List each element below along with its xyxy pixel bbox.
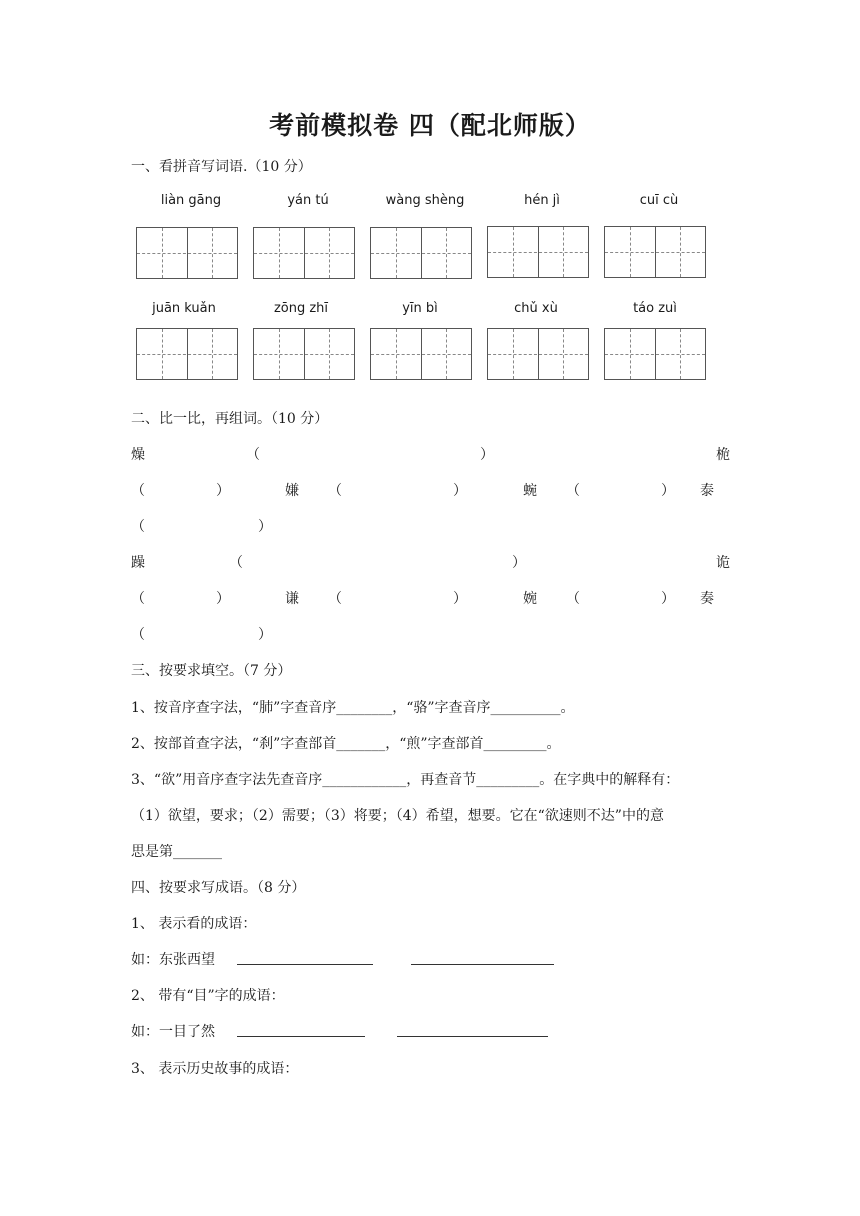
example-line: 如：一目了然: [131, 1024, 215, 1040]
close-paren: ）: [453, 483, 467, 499]
compare-char: 燥: [131, 447, 145, 463]
answer-line[interactable]: [237, 964, 373, 965]
writing-grid[interactable]: [487, 328, 589, 380]
question-line: 1、按音序查字法，“肺”字查音序________，“骆”字查音序__________。: [131, 700, 575, 716]
compare-char: 泰: [700, 483, 714, 499]
open-paren: （: [131, 519, 145, 535]
close-paren: ）: [216, 483, 230, 499]
open-paren: （: [131, 627, 145, 643]
example-line: 如：东张西望: [131, 952, 215, 968]
question-line: 思是第_______: [131, 844, 222, 860]
pinyin-label: yīn bì: [402, 301, 438, 316]
close-paren: ）: [512, 555, 526, 571]
compare-char: 蜿: [523, 483, 537, 499]
pinyin-label: juān kuǎn: [152, 301, 216, 316]
open-paren: （: [328, 483, 342, 499]
writing-grid[interactable]: [253, 328, 355, 380]
writing-grid[interactable]: [253, 227, 355, 279]
question-line: 2、按部首查字法，“刹”字查部首_______，“煎”字查部首_________。: [131, 736, 561, 752]
question-line: 1、 表示看的成语：: [131, 916, 257, 932]
open-paren: （: [131, 591, 145, 607]
section-4-heading: 四、按要求写成语。（8 分）: [131, 880, 306, 896]
answer-line[interactable]: [237, 1036, 365, 1037]
open-paren: （: [566, 591, 580, 607]
page-title: 考前模拟卷 四（配北师版）: [269, 111, 591, 140]
pinyin-label: chǔ xù: [514, 301, 558, 316]
writing-grid[interactable]: [487, 226, 589, 278]
question-line: 2、 带有“目”字的成语：: [131, 988, 285, 1004]
pinyin-label: wàng shèng: [385, 193, 465, 208]
pinyin-label: yán tú: [287, 193, 329, 208]
pinyin-label: táo zuì: [633, 301, 677, 316]
writing-grid[interactable]: [604, 226, 706, 278]
close-paren: ）: [480, 447, 494, 463]
compare-char: 诡: [716, 555, 730, 571]
writing-grid[interactable]: [370, 328, 472, 380]
writing-grid[interactable]: [136, 328, 238, 380]
section-1-heading: 一、看拼音写词语.（10 分）: [131, 159, 312, 175]
compare-char: 奏: [700, 591, 714, 607]
section-2-heading: 二、比一比，再组词。（10 分）: [131, 411, 329, 427]
compare-char: 躁: [131, 555, 145, 571]
open-paren: （: [566, 483, 580, 499]
writing-grid[interactable]: [136, 227, 238, 279]
question-line: （1）欲望，要求；（2）需要；（3）将要；（4）希望，想要。它在“欲速则不达”中的意: [131, 808, 664, 824]
close-paren: ）: [258, 519, 272, 535]
compare-char: 嫌: [285, 483, 299, 499]
writing-grid[interactable]: [604, 328, 706, 380]
close-paren: ）: [661, 591, 675, 607]
open-paren: （: [328, 591, 342, 607]
close-paren: ）: [453, 591, 467, 607]
open-paren: （: [246, 447, 260, 463]
compare-char: 谦: [285, 591, 299, 607]
open-paren: （: [229, 555, 243, 571]
section-3-heading: 三、按要求填空。（7 分）: [131, 663, 292, 679]
question-line: 3、 表示历史故事的成语：: [131, 1061, 299, 1077]
answer-line[interactable]: [397, 1036, 548, 1037]
compare-char: 婉: [523, 591, 537, 607]
pinyin-label: zōng zhī: [273, 301, 329, 316]
pinyin-label: hén jì: [524, 193, 560, 208]
close-paren: ）: [216, 591, 230, 607]
compare-char: 桅: [716, 447, 730, 463]
close-paren: ）: [661, 483, 675, 499]
question-line: 3、“欲”用音序查字法先查音序____________，再查音节_________。在字典中的解释有：: [131, 772, 680, 788]
pinyin-label: liàn gāng: [160, 193, 222, 208]
pinyin-label: cuī cù: [639, 193, 679, 208]
open-paren: （: [131, 483, 145, 499]
answer-line[interactable]: [411, 964, 554, 965]
writing-grid[interactable]: [370, 227, 472, 279]
close-paren: ）: [258, 627, 272, 643]
